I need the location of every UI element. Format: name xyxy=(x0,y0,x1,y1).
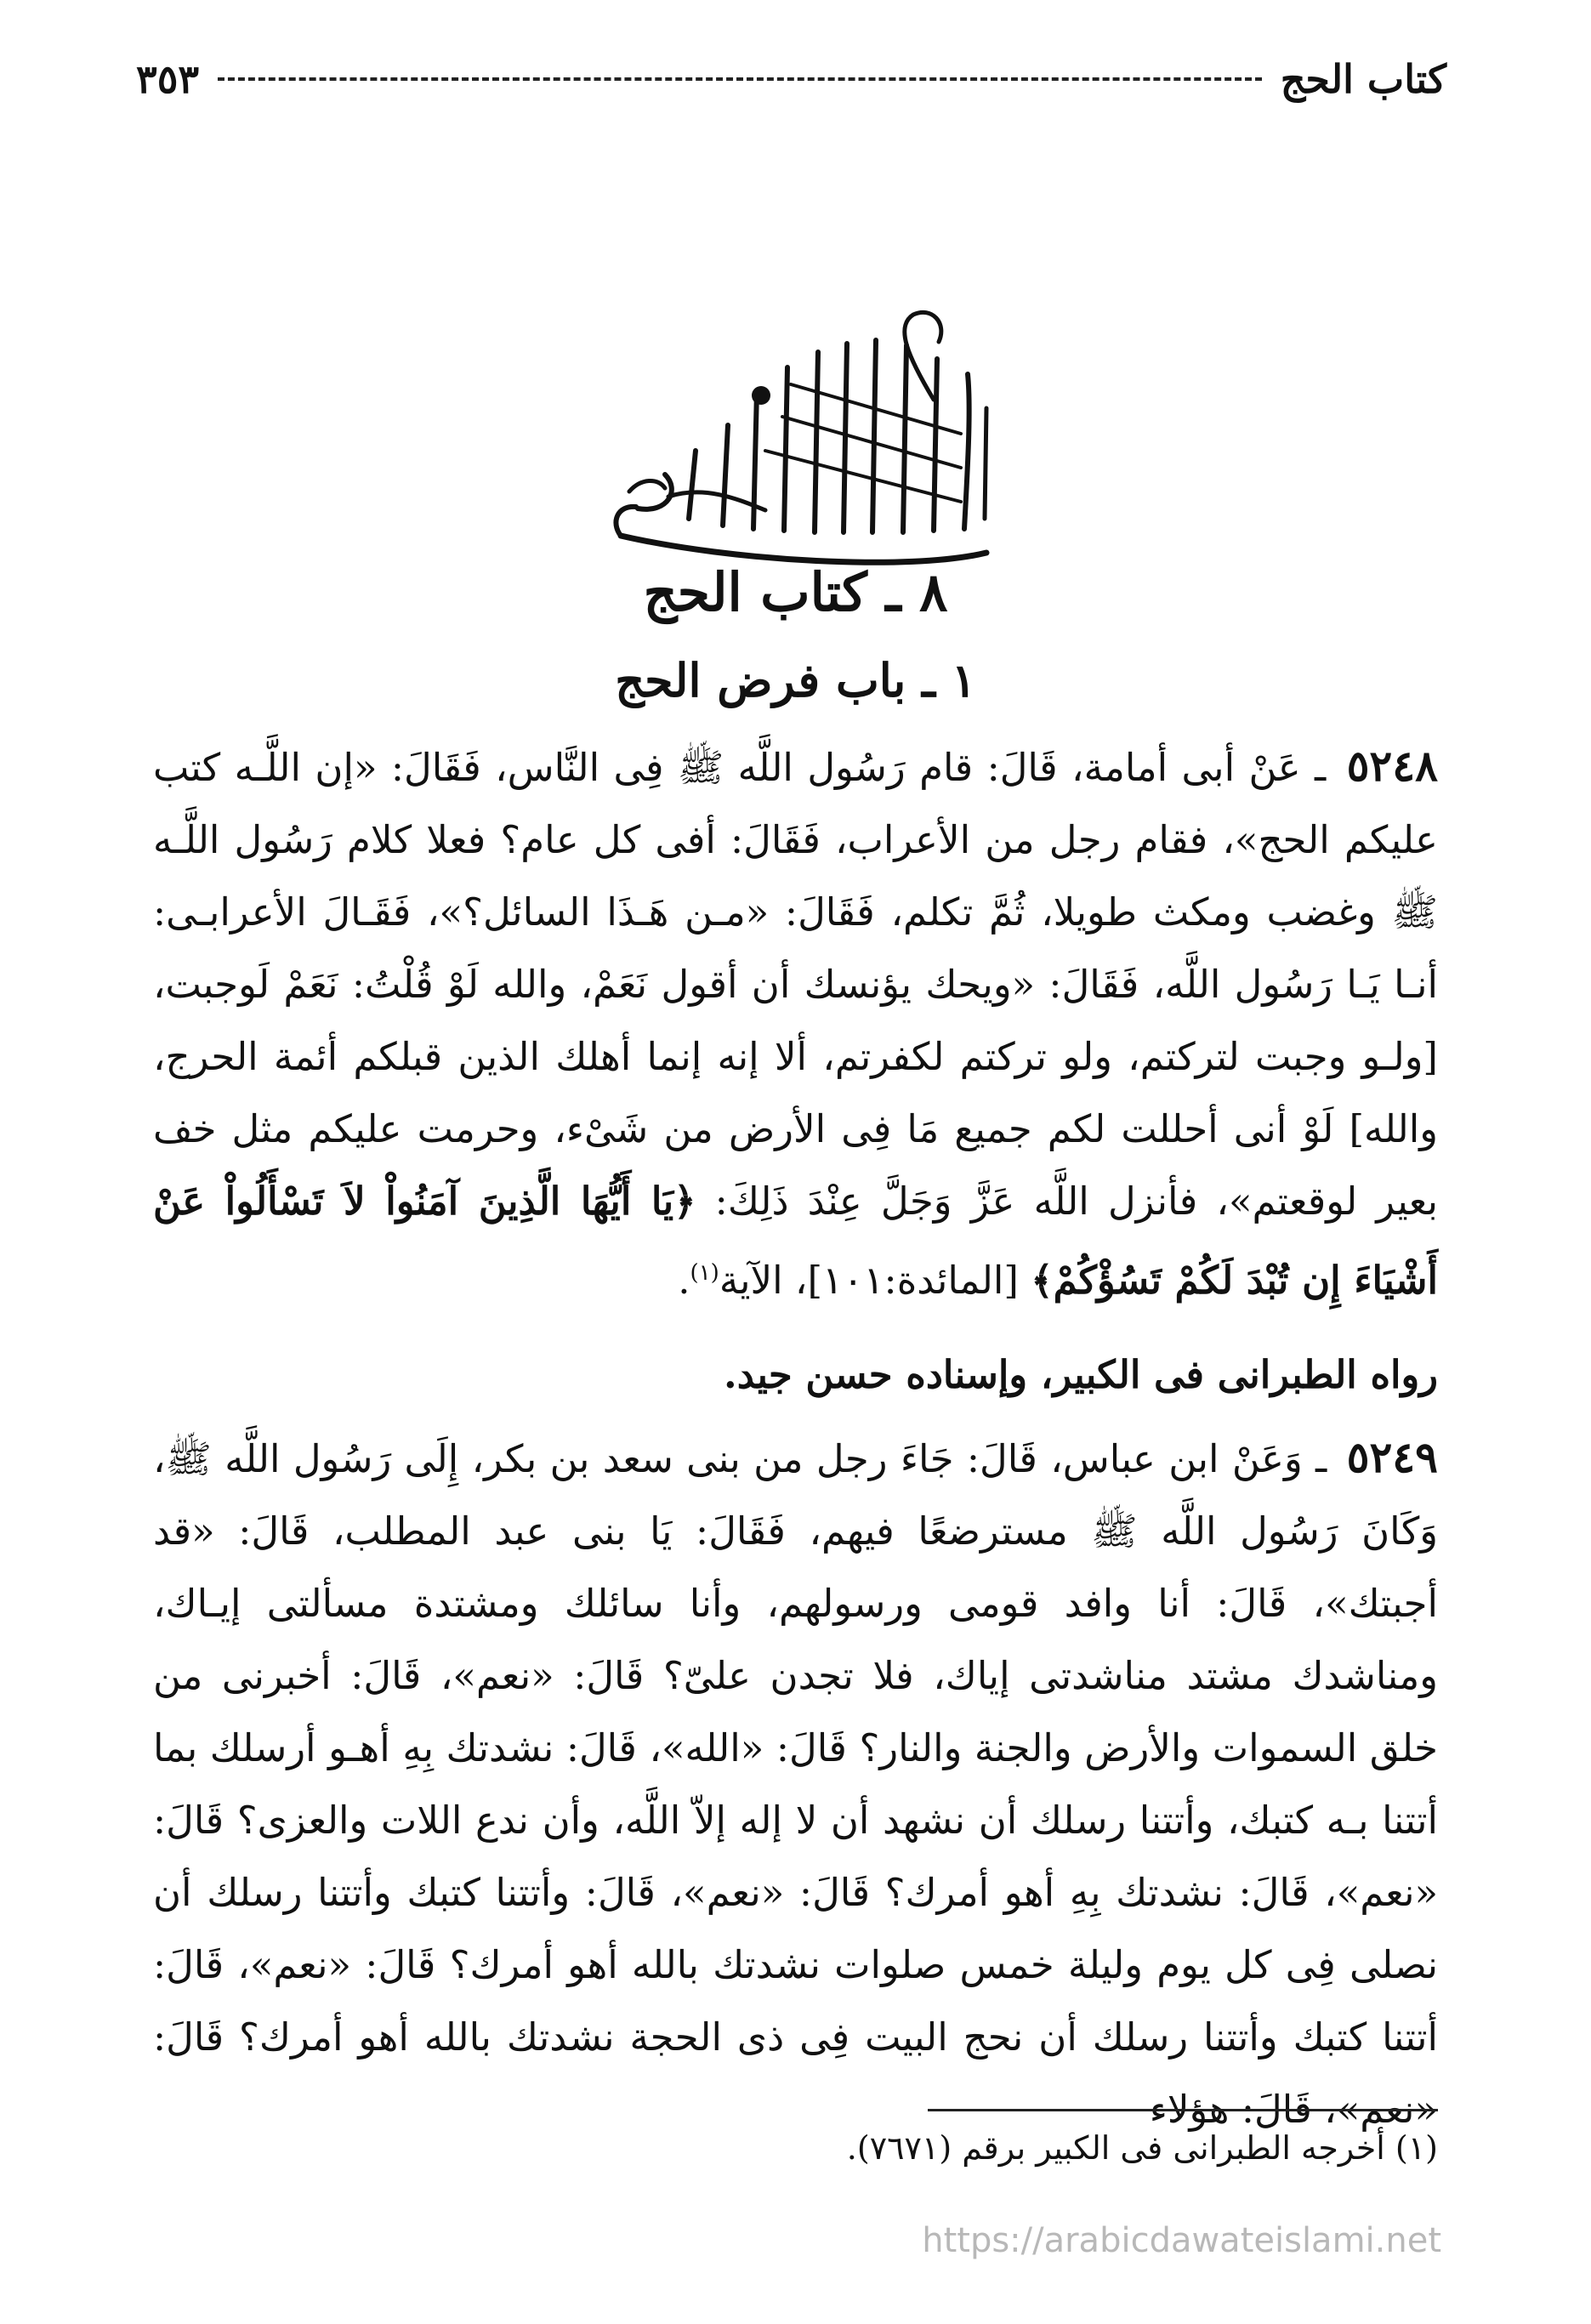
header-page-number: ٣٥٣ xyxy=(136,56,200,102)
takhrij-note: رواه الطبرانى فى الكبير، وإسناده حسن جيد. xyxy=(724,1352,1438,1397)
footnote-marker: (١) xyxy=(690,1260,719,1286)
footnote-divider xyxy=(928,2109,1438,2111)
running-header xyxy=(136,49,1446,109)
main-text xyxy=(153,730,1438,2145)
header-dashes xyxy=(218,77,1262,81)
header-book-name: كتاب الحج xyxy=(1280,56,1446,102)
watermark-url: https://arabicdawateislami.net xyxy=(922,2221,1441,2260)
hadith-5249 xyxy=(153,1421,1438,2145)
hadith-text: ـ عَنْ أبى أمامة، قَالَ: قام رَسُول اللَّه ﷺ فِى النَّاس، فَقَالَ: «إن اللَّـه كتب عليكم الحج»، فقام رجل من الأعراب، فَقَالَ: أفى كل عام؟ فعلا كلام رَسُول اللَّـه ﷺ وغضب ومكث طويلا، ثُمَّ تكلم، فَقَالَ: «مـن هَـذَا السائل؟»، فَقَـالَ الأعرابـى: أنـا يَـا رَسُول اللَّه، فَقَالَ: «ويحك يؤنسك أن أقول نَعَمْ، والله لَوْ قُلْتُ: نَعَمْ لَوجبت، [ولـو وجبت لتركتم، ولو تركتم لكفرتم، ألا إنه إنما أهلك الذين قبلكم أئمة الحرج، والله] لَوْ أنى أحللت لكم جميع مَا فِى الأرض من شَىْء، وحرمت عليكم مثل خف بعير لوقعتم»، فأنزل اللَّه عَزَّ وَجَلَّ عِنْدَ ذَلِكَ: xyxy=(153,745,1439,1224)
quran-reference: [المائدة:١٠١]، الآية xyxy=(719,1258,1019,1303)
book-title: ٨ ـ كتاب الحج xyxy=(643,561,948,623)
hadith-text: ـ وَعَنْ ابن عباس، قَالَ: جَاءَ رجل من بنى سعد بن بكر، إِلَى رَسُول اللَّه ﷺ، وَكَانَ رَسُول اللَّه ﷺ مسترضعًا فيهم، فَقَالَ: يَا بنى عبد المطلب، قَالَ: «قد أجبتك»، قَالَ: أنا وافد قومى ورسولهم، وأنا سائلك ومشتدة مسألتى إيـاك، ومناشدك مشتد مناشدتى إياك، فلا تجدن علىّ؟ قَالَ: «نعم»، قَالَ: أخبرنى من خلق السموات والأرض والجنة والنار؟ قَالَ: «الله»، قَالَ: نشدتك بِهِ أهـو أرسلك بما أتتنا بـه كتبك، وأتتنا رسلك أن نشهد أن لا إله إلاّ اللَّه، وأن ندع اللات والعزى؟ قَالَ: «نعم»، قَالَ: نشدتك بِهِ أهو أمرك؟ قَالَ: «نعم»، قَالَ: وأتتنا كتبك وأتتنا رسلك أن نصلى فِى كل يوم وليلة خمس صلوات نشدتك بالله أهو أمرك؟ قَالَ: «نعم»، قَالَ: أتتنا كتبك وأتتنا رسلك أن نحج البيت فِى ذى الحجة نشدتك بالله أهو أمرك؟ قَالَ: «نعم»، قَالَ: هؤلاء xyxy=(153,1436,1438,2132)
chapter-title: ١ ـ باب فرض الحج xyxy=(615,653,976,707)
sentence-end: . xyxy=(678,1258,690,1303)
hadith-number: ٥٢٤٨ xyxy=(1346,741,1438,791)
hadith-5248 xyxy=(153,730,1438,1316)
quran-verse: ﴿يَا أَيُّهَا الَّذِينَ آمَنُواْ لاَ تَسْأَلُواْ عَنْ أَشْيَاءَ إِن تُبْدَ لَكُمْ تَسُؤْكُمْ﴾ xyxy=(153,1179,1438,1303)
footnote: (١) أخرجه الطبرانى فى الكبير برقم (٧٦٧١). xyxy=(846,2129,1438,2167)
basmala-calligraphy xyxy=(587,306,1029,570)
hadith-number: ٥٢٤٩ xyxy=(1346,1432,1439,1482)
